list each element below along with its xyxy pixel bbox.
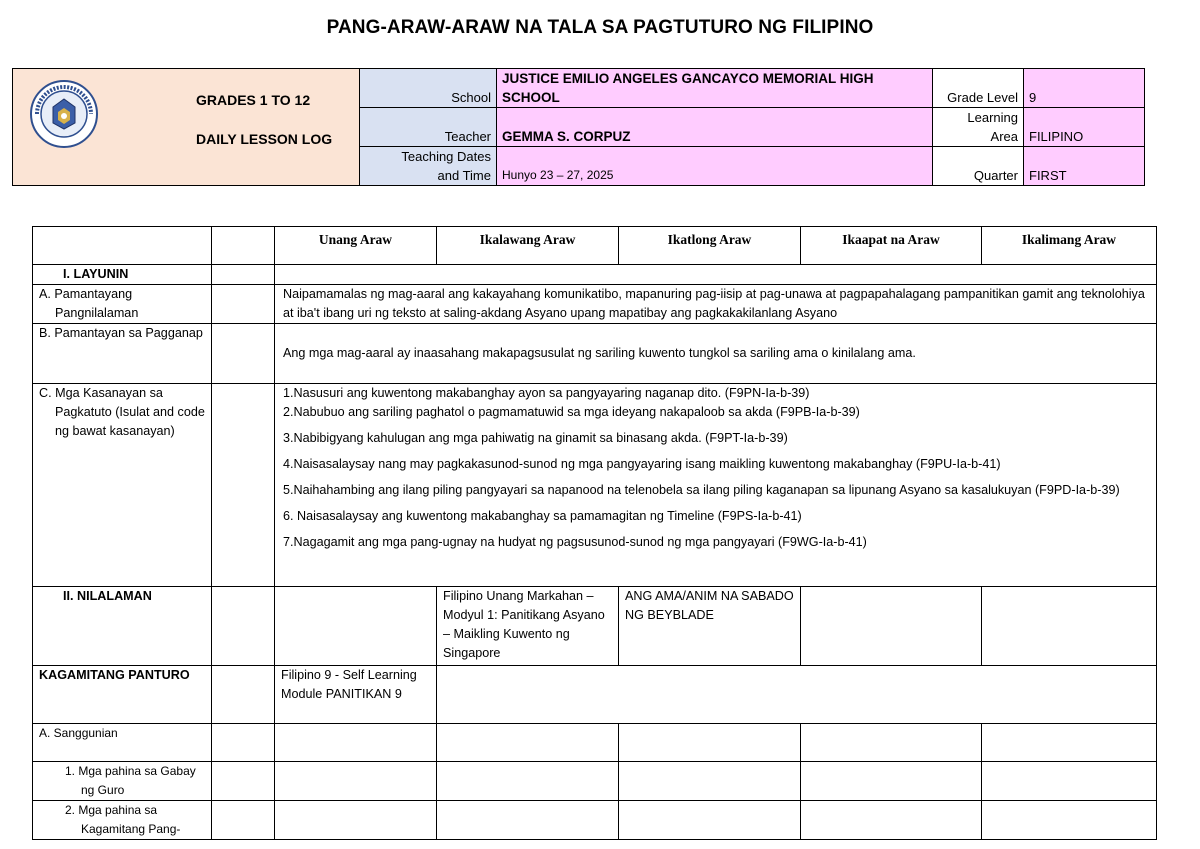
learning-area-label	[933, 108, 1024, 147]
competency-item: 2.Nabubuo ang sariling paghatol o pagmamatuwid sa mga ideyang nakapaloob sa akda (F9PB-Ia-b-39)	[283, 405, 860, 419]
blank-cell	[275, 724, 437, 762]
page-title: PANG-ARAW-ARAW NA TALA SA PAGTUTURO NG FILIPINO	[326, 17, 874, 38]
deped-seal-icon	[29, 79, 99, 149]
blank-cell	[982, 801, 1157, 840]
teaching-dates-label-line2: and Time	[437, 168, 491, 183]
blank-cell	[212, 666, 275, 724]
header-table	[12, 68, 1145, 186]
day-1-header: Unang Araw	[275, 227, 437, 265]
gabay-ng-guro-label: 1. Mga pahina sa Gabay ng Guro	[33, 762, 212, 801]
grade-level-label: Grade Level	[933, 69, 1024, 108]
blank-cell	[437, 801, 619, 840]
teacher-value: GEMMA S. CORPUZ	[497, 108, 933, 147]
quarter-label: Quarter	[933, 147, 1024, 186]
blank-cell	[982, 587, 1157, 666]
nilalaman-heading: II. NILALAMAN	[33, 587, 212, 666]
grade-level-value: 9	[1024, 69, 1145, 108]
nilalaman-day-3: ANG AMA/ANIM NA SABADO NG BEYBLADE	[619, 587, 801, 666]
blank-cell	[212, 801, 275, 840]
competencies-list	[275, 384, 1157, 587]
learning-area-value: FILIPINO	[1024, 108, 1145, 147]
blank-cell	[437, 666, 1157, 724]
pamantayan-sa-pagganap-text: Ang mga mag-aaral ay inaasahang makapagsusulat ng sariling kuwento tungkol sa sariling ama o kinilalang ama.	[275, 324, 1157, 384]
blank-cell	[619, 801, 801, 840]
blank-cell	[275, 587, 437, 666]
pamantayang-pangnilalaman-text: Naipamamalas ng mag-aaral ang kakayahang komunikatibo, mapanuring pag-iisip at pag-unawa at pagpapahalagang pampanitikan gamit ang teknolohiya at iba't ibang uri ng teksto at saling-akdang Asyano upang mapatibay ang pagkakakilanlang Asyano	[275, 285, 1157, 324]
day-5-header: Ikalimang Araw	[982, 227, 1157, 265]
blank-cell	[801, 587, 982, 666]
competency-item: 4.Naisasalaysay nang may pagkakasunod-sunod ng mga pangyayaring isang maikling kuwentong makabanghay (F9PU-Ia-b-41)	[283, 457, 1001, 471]
day-2-header: Ikalawang Araw	[437, 227, 619, 265]
school-value: JUSTICE EMILIO ANGELES GANCAYCO MEMORIAL HIGH SCHOOL	[497, 69, 933, 108]
header-logo-cell	[13, 69, 360, 186]
competency-item: 5.Naihahambing ang ilang piling pangyayari sa napanood na telenobela sa ilang piling kaganapan sa lipunang Asyano sa kasalukuyan (F9PD-Ia-b-39)	[283, 483, 1120, 497]
blank-cell	[33, 227, 212, 265]
blank-cell	[982, 724, 1157, 762]
blank-cell	[437, 724, 619, 762]
teaching-dates-label	[360, 147, 497, 186]
kasanayan-label: C. Mga Kasanayan sa Pagkatuto (Isulat and code ng bawat kasanayan)	[33, 384, 212, 587]
blank-cell	[801, 801, 982, 840]
sanggunian-label: A. Sanggunian	[33, 724, 212, 762]
blank-cell	[801, 724, 982, 762]
blank-cell	[212, 384, 275, 587]
blank-cell	[619, 762, 801, 801]
blank-cell	[212, 724, 275, 762]
pamantayan-sa-pagganap-label: B. Pamantayan sa Pagganap	[33, 324, 212, 384]
blank-cell	[275, 762, 437, 801]
blank-cell	[212, 762, 275, 801]
blank-cell	[275, 265, 1157, 285]
competency-item: 1.Nasusuri ang kuwentong makabanghay ayon sa pangyayaring naganap dito. (F9PN-Ia-b-39)	[283, 386, 810, 400]
learning-area-label-line2: Area	[990, 129, 1018, 144]
teacher-label: Teacher	[360, 108, 497, 147]
day-4-header: Ikaapat na Araw	[801, 227, 982, 265]
blank-cell	[275, 801, 437, 840]
teaching-dates-value: Hunyo 23 – 27, 2025	[497, 147, 933, 186]
kagamitan-day-1: Filipino 9 - Self Learning Module PANITIKAN 9	[275, 666, 437, 724]
grades-label: GRADES 1 TO 12	[196, 92, 311, 108]
blank-cell	[212, 324, 275, 384]
blank-cell	[619, 724, 801, 762]
competency-item: 3.Nabibigyang kahulugan ang mga pahiwatig na ginamit sa binasang akda. (F9PT-Ia-b-39)	[283, 431, 788, 445]
blank-cell	[801, 762, 982, 801]
pamantayang-pangnilalaman-label: A. Pamantayang Pangnilalaman	[33, 285, 212, 324]
blank-cell	[212, 265, 275, 285]
competency-item: 7.Nagagamit ang mga pang-ugnay na hudyat ng pagsusunod-sunod ng mga pangyayari (F9WG-Ia-b-41)	[283, 535, 867, 549]
learning-area-label-line1: Learning	[967, 110, 1018, 125]
blank-cell	[437, 762, 619, 801]
blank-cell	[982, 762, 1157, 801]
layunin-heading: I. LAYUNIN	[33, 265, 212, 285]
teaching-dates-label-line1: Teaching Dates	[401, 149, 491, 164]
kagamitang-pang-mag-aaral-label: 2. Mga pahina sa Kagamitang Pang-	[33, 801, 212, 840]
nilalaman-day-2: Filipino Unang Markahan – Modyul 1: Panitikang Asyano – Maikling Kuwento ng Singapore	[437, 587, 619, 666]
school-label: School	[360, 69, 497, 108]
quarter-value: FIRST	[1024, 147, 1145, 186]
daily-lesson-log-label: DAILY LESSON LOG	[196, 131, 333, 147]
kagamitan-heading: KAGAMITANG PANTURO	[33, 666, 212, 724]
blank-cell	[212, 285, 275, 324]
blank-cell	[212, 227, 275, 265]
day-3-header: Ikatlong Araw	[619, 227, 801, 265]
blank-cell	[212, 587, 275, 666]
competency-item: 6. Naisasalaysay ang kuwentong makabanghay sa pamamagitan ng Timeline (F9PS-Ia-b-41)	[283, 509, 802, 523]
lesson-table	[32, 226, 1157, 840]
